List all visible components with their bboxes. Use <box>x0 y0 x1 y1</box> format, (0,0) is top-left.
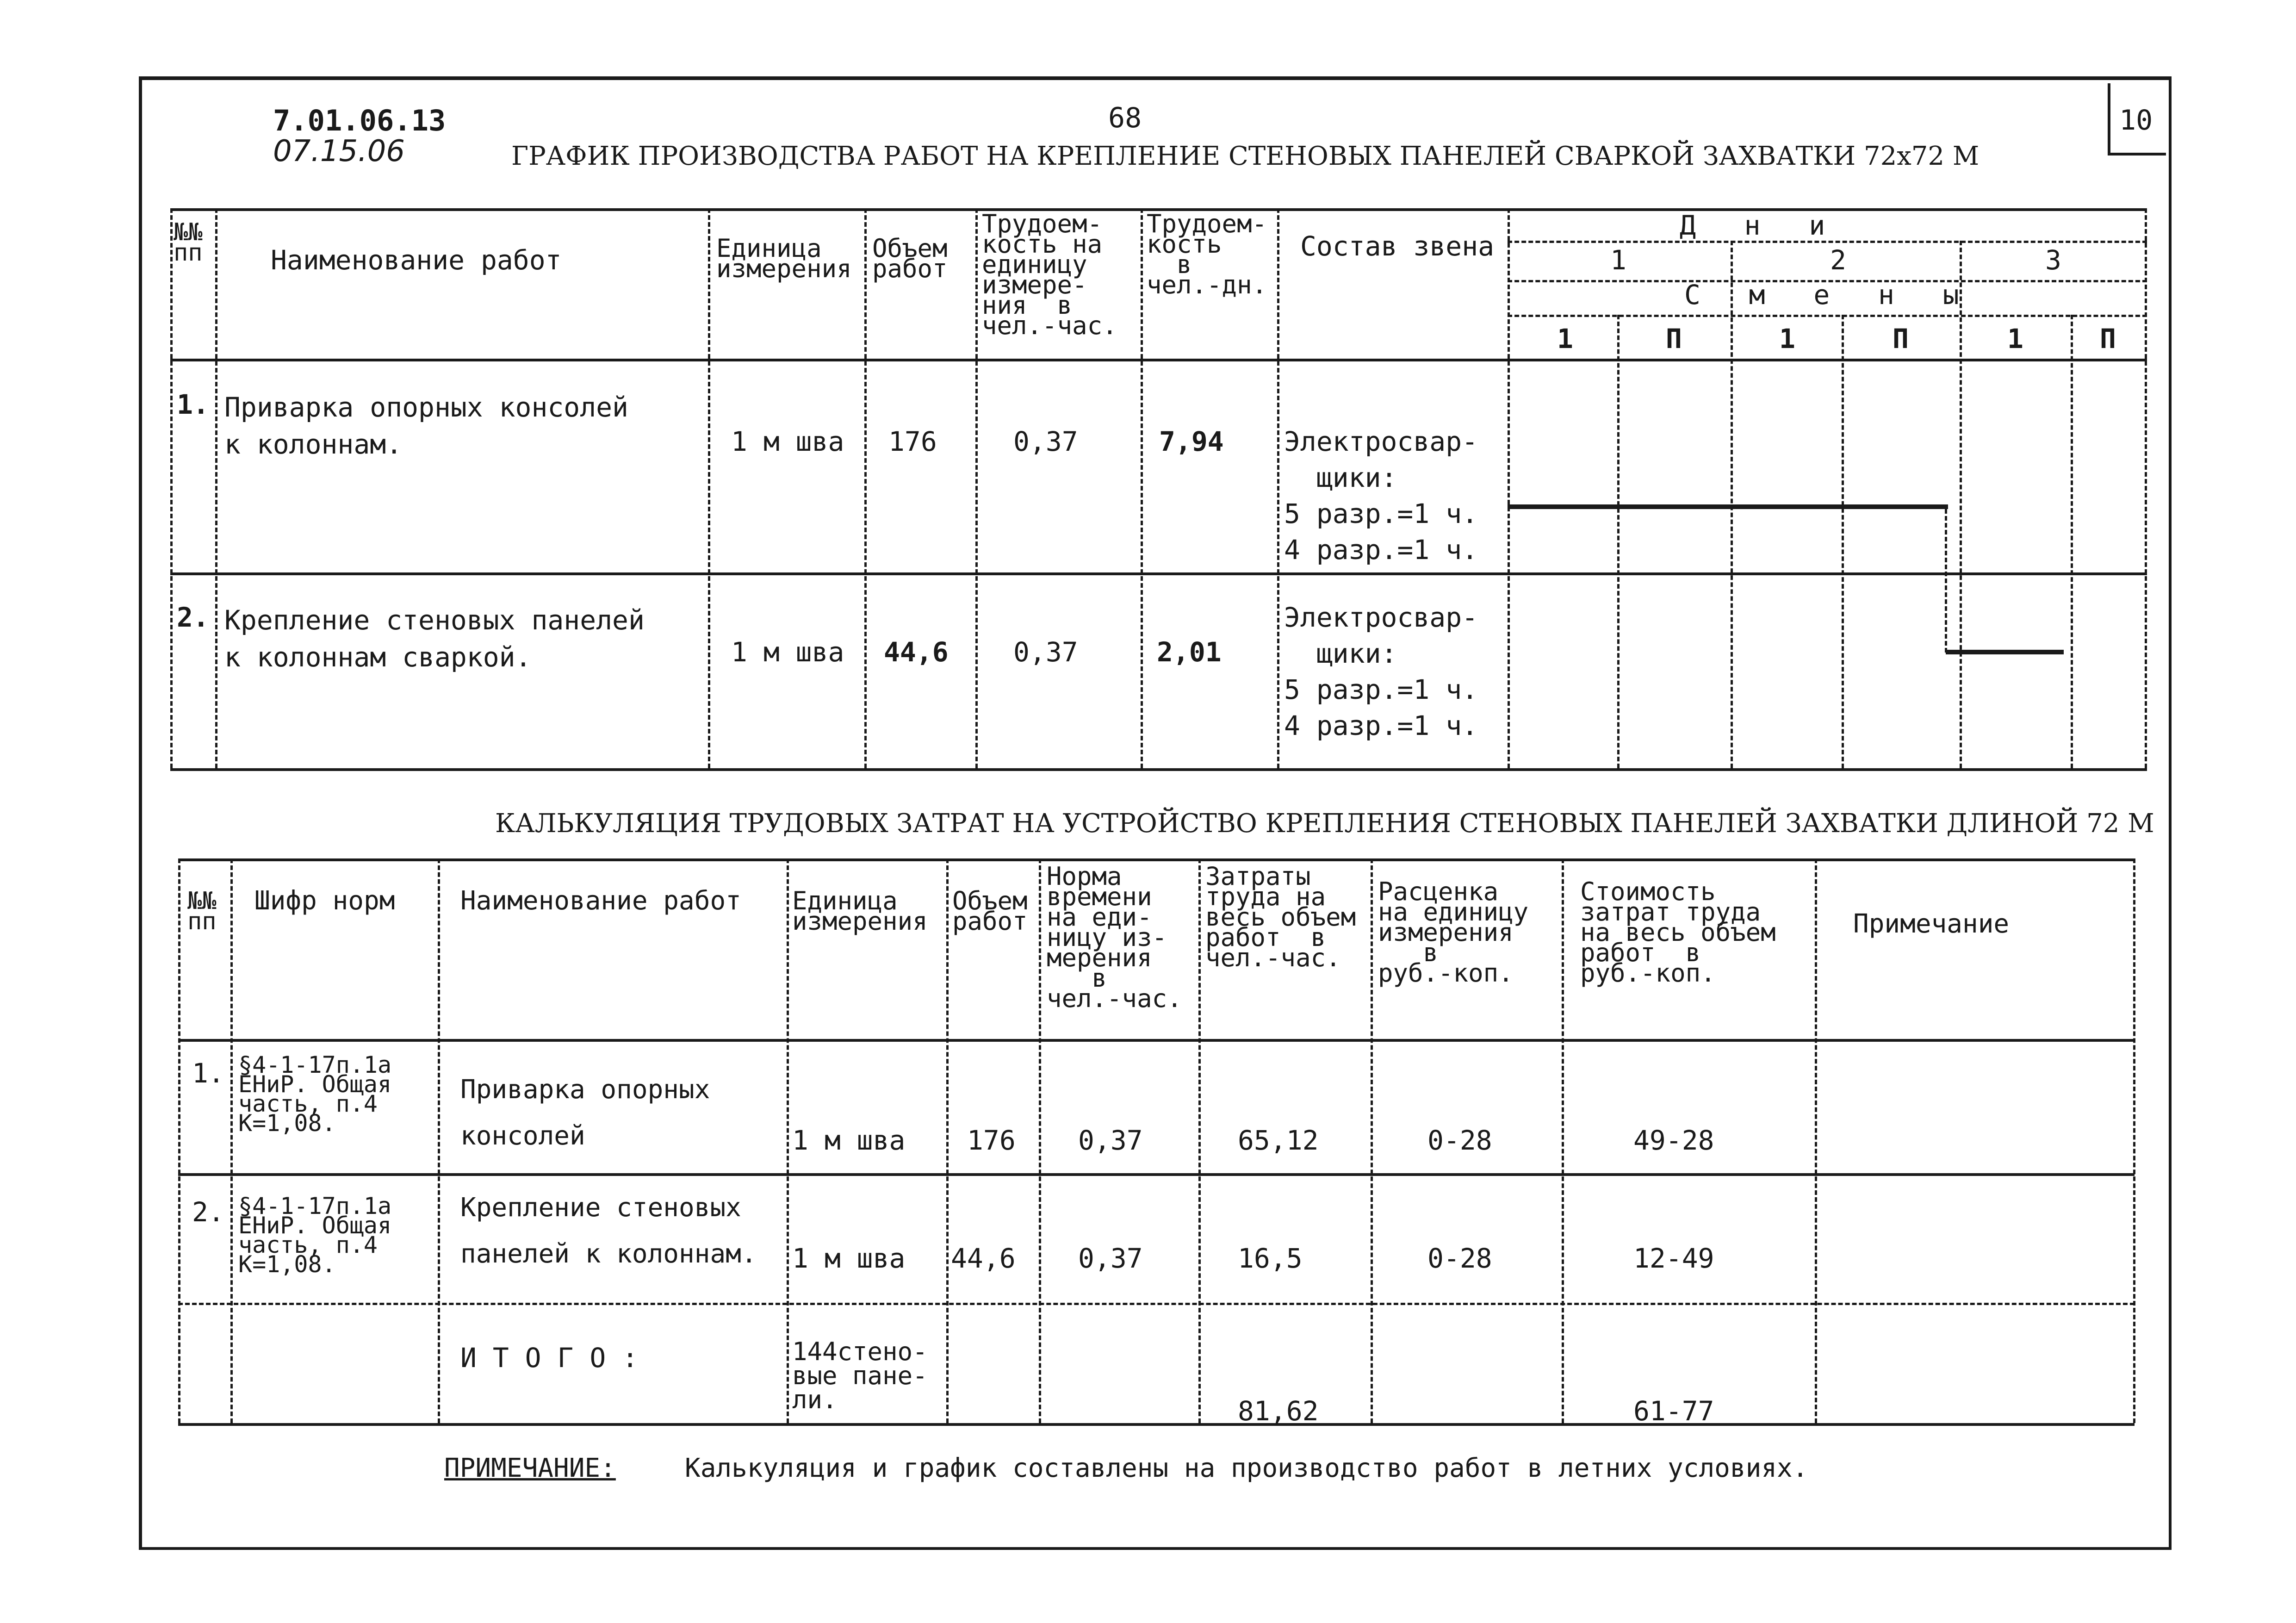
sched-col-labor-total: Трудоем- кость в чел.-дн. <box>1147 209 1267 299</box>
sched-shift-3: 1 <box>1779 323 1795 354</box>
calc-row2-code: §4-1-17п.1а ЕНиР. Общая часть, п.4 К=1,08. <box>238 1193 392 1278</box>
sched-row2-num: 2. <box>177 602 209 633</box>
calc-col-norm: Норма времени на еди- ницу из- мерения в чел.-час. <box>1047 862 1182 1013</box>
calc-col-code: Шифр норм <box>254 886 395 916</box>
sched-row2-labor-total: 2,01 <box>1157 636 1222 668</box>
calc-col-cost-total: Стоимость затрат труда на весь объем работ в руб.-коп. <box>1580 877 1776 988</box>
sched-col-volume: Объем работ <box>872 234 948 283</box>
sched-col-shifts: С м е н ы <box>1684 279 1959 311</box>
sched-shift-4: П <box>1893 323 1909 354</box>
gantt-bar-task-1 <box>1508 504 1948 509</box>
calc-col-unit: Единица измерения <box>792 886 928 936</box>
sched-shift-5: 1 <box>2007 323 2023 354</box>
sched-col-crew: Состав звена <box>1300 230 1495 262</box>
sched-row1-num: 1. <box>177 389 209 420</box>
sched-row1-labor-total: 7,94 <box>1159 426 1224 457</box>
calc-row1-code: §4-1-17п.1а ЕНиР. Общая часть, п.4 К=1,08. <box>238 1051 392 1137</box>
sched-row1-crew: Электросвар- щики: 5 разр.=1 ч. 4 разр.=1 ч. <box>1284 426 1478 566</box>
calc-row1-rate: 0-28 <box>1427 1125 1492 1156</box>
sheet-number: 10 <box>2119 104 2153 137</box>
sched-row1-name: Приварка опорных консолей к колоннам. <box>224 392 628 460</box>
sched-col-num: №№ пп <box>174 218 203 267</box>
sched-col-name: Наименование работ <box>271 244 562 276</box>
sched-day-3: 3 <box>2045 244 2061 276</box>
sched-row1-unit: 1 м шва <box>731 426 844 457</box>
calc-col-rate: Расценка на единицу измерения в руб.-коп. <box>1378 877 1529 988</box>
note-text: Калькуляция и график составлены на производство работ в летних условиях. <box>685 1453 1808 1483</box>
sched-row2-labor-unit: 0,37 <box>1013 636 1078 668</box>
sched-col-labor-unit: Трудоем- кость на единицу измере- ния в чел.-час. <box>982 209 1117 340</box>
sched-day-2: 2 <box>1830 244 1846 276</box>
sched-row2-unit: 1 м шва <box>731 636 844 668</box>
doc-code-handwritten: 07.15.06 <box>273 134 405 168</box>
calc-row1-num: 1. <box>192 1057 224 1089</box>
calc-title: КАЛЬКУЛЯЦИЯ ТРУДОВЫХ ЗАТРАТ НА УСТРОЙСТВО КРЕПЛЕНИЯ СТЕНОВЫХ ПАНЕЛЕЙ ЗАХВАТКИ ДЛИНОЙ 72 М <box>495 808 2154 839</box>
calc-row1-cost-total: 49-28 <box>1633 1125 1714 1156</box>
sched-shift-6: П <box>2100 323 2116 354</box>
schedule-title: ГРАФИК ПРОИЗВОДСТВА РАБОТ НА КРЕПЛЕНИЕ СТЕНОВЫХ ПАНЕЛЕЙ СВАРКОЙ ЗАХВАТКИ 72х72 М <box>511 141 1980 171</box>
sched-shift-1: 1 <box>1557 323 1573 354</box>
calc-row1-cost-labor: 65,12 <box>1238 1125 1319 1156</box>
sched-col-unit: Единица измерения <box>716 234 852 283</box>
calc-col-cost-labor: Затраты труда на весь объем работ в чел.-час. <box>1205 862 1356 972</box>
calc-total-unit: 144стено- вые пане- ли. <box>792 1337 928 1414</box>
page-number: 68 <box>1108 102 1142 134</box>
sched-col-days: Д н и <box>1680 210 1825 241</box>
sched-day-1: 1 <box>1610 244 1626 276</box>
calc-total-cost-labor: 81,62 <box>1238 1395 1319 1427</box>
calc-total-cost-total: 61-77 <box>1633 1395 1714 1427</box>
calc-row2-cost-total: 12-49 <box>1633 1243 1714 1274</box>
calc-row1-volume: 176 <box>967 1125 1016 1156</box>
calc-row1-norm: 0,37 <box>1078 1125 1143 1156</box>
doc-code: 7.01.06.13 <box>273 104 446 137</box>
calc-col-note: Примечание <box>1853 909 2010 939</box>
calc-row2-name: Крепление стеновых панелей к колоннам. <box>460 1193 757 1269</box>
sched-row2-name: Крепление стеновых панелей к колоннам сваркой. <box>224 604 645 673</box>
gantt-bar-task-2 <box>1946 650 2064 654</box>
sched-row2-volume: 44,6 <box>884 636 949 668</box>
calc-row2-volume: 44,6 <box>951 1243 1016 1274</box>
calc-row2-norm: 0,37 <box>1078 1243 1143 1274</box>
calc-col-name: Наименование работ <box>460 886 741 916</box>
sched-row1-labor-unit: 0,37 <box>1013 426 1078 457</box>
note-label: ПРИМЕЧАНИЕ: <box>444 1453 616 1483</box>
calc-col-num: №№ пп <box>187 887 217 935</box>
calc-col-volume: Объем работ <box>952 886 1028 936</box>
sched-row2-crew: Электросвар- щики: 5 разр.=1 ч. 4 разр.=1 ч. <box>1284 602 1478 741</box>
sched-shift-2: П <box>1666 323 1682 354</box>
calc-row2-cost-labor: 16,5 <box>1238 1243 1303 1274</box>
calc-row1-unit: 1 м шва <box>792 1125 906 1156</box>
calc-row1-name: Приварка опорных консолей <box>460 1075 710 1151</box>
calc-row2-unit: 1 м шва <box>792 1243 906 1274</box>
sched-row1-volume: 176 <box>888 426 937 457</box>
calc-row2-rate: 0-28 <box>1427 1243 1492 1274</box>
gantt-link <box>1945 509 1947 653</box>
calc-total-label: И Т О Г О : <box>460 1342 639 1374</box>
calc-row2-num: 2. <box>192 1196 224 1228</box>
